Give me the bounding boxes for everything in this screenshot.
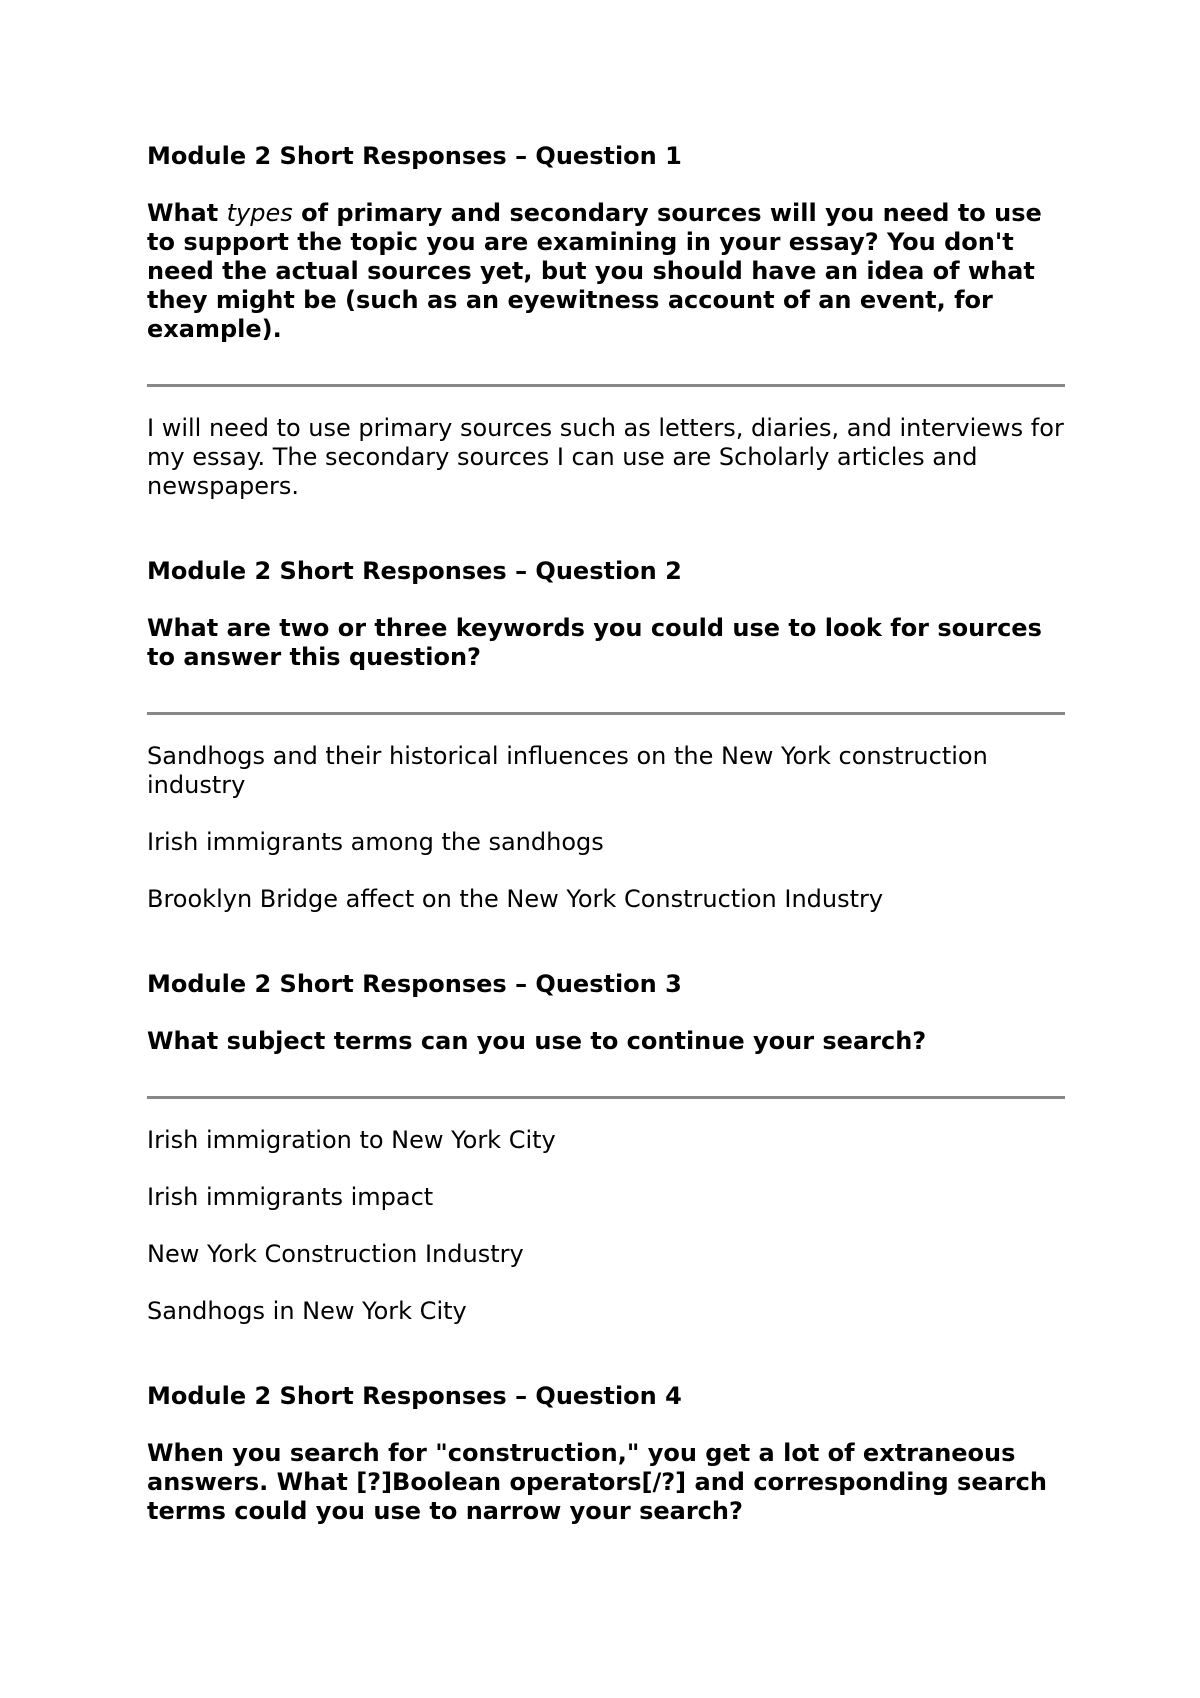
question-2-answer-item: Brooklyn Bridge affect on the New York Construction Industry <box>147 885 884 913</box>
question-3-section <box>147 970 1065 1326</box>
question-1-divider <box>147 384 1065 387</box>
question-3-answer-item: Sandhogs in New York City <box>147 1297 467 1325</box>
question-3-heading: Module 2 Short Responses – Question 3 <box>147 970 682 998</box>
question-2-divider <box>147 712 1065 715</box>
question-3-answer-item: Irish immigrants impact <box>147 1183 434 1211</box>
question-4-heading: Module 2 Short Responses – Question 4 <box>147 1382 682 1410</box>
question-1-answer: I will need to use primary sources such as letters, diaries, and interviews for my essay. The secondary sources I can use are Scholarly articles and newspapers. <box>147 414 1064 500</box>
question-3-answer-item: New York Construction Industry <box>147 1240 524 1268</box>
question-2-heading: Module 2 Short Responses – Question 2 <box>147 557 682 585</box>
question-2-prompt: What are two or three keywords you could use to look for sources to answer this question? <box>147 614 1042 671</box>
question-2-answers <box>147 742 1065 914</box>
question-1-prompt-italic: types <box>226 199 293 227</box>
question-3-answer-item: Irish immigration to New York City <box>147 1126 556 1154</box>
document-page <box>147 142 1065 1526</box>
question-1-heading: Module 2 Short Responses – Question 1 <box>147 142 682 170</box>
question-4-section <box>147 1382 1065 1526</box>
question-1-prompt-start: What <box>147 199 227 227</box>
question-2-answer-item: Sandhogs and their historical influences on the New York construction industry <box>147 742 988 799</box>
question-3-answers <box>147 1126 1065 1326</box>
question-3-prompt: What subject terms can you use to continue your search? <box>147 1027 927 1055</box>
question-3-divider <box>147 1096 1065 1099</box>
question-4-prompt: When you search for "construction," you get a lot of extraneous answers. What [?]Boolean operators[/?] and corresponding search terms could you use to narrow your search? <box>147 1439 1047 1525</box>
question-1-section <box>147 142 1065 501</box>
question-1-prompt-end: of primary and secondary sources will you need to use to support the topic you are examining in your essay? You don't need the actual sources yet, but you should have an idea of what they might be (such as an eyewitness account of an event, for example). <box>147 199 1042 343</box>
question-2-answer-item: Irish immigrants among the sandhogs <box>147 828 604 856</box>
question-2-section <box>147 557 1065 914</box>
question-1-prompt <box>147 199 1065 344</box>
